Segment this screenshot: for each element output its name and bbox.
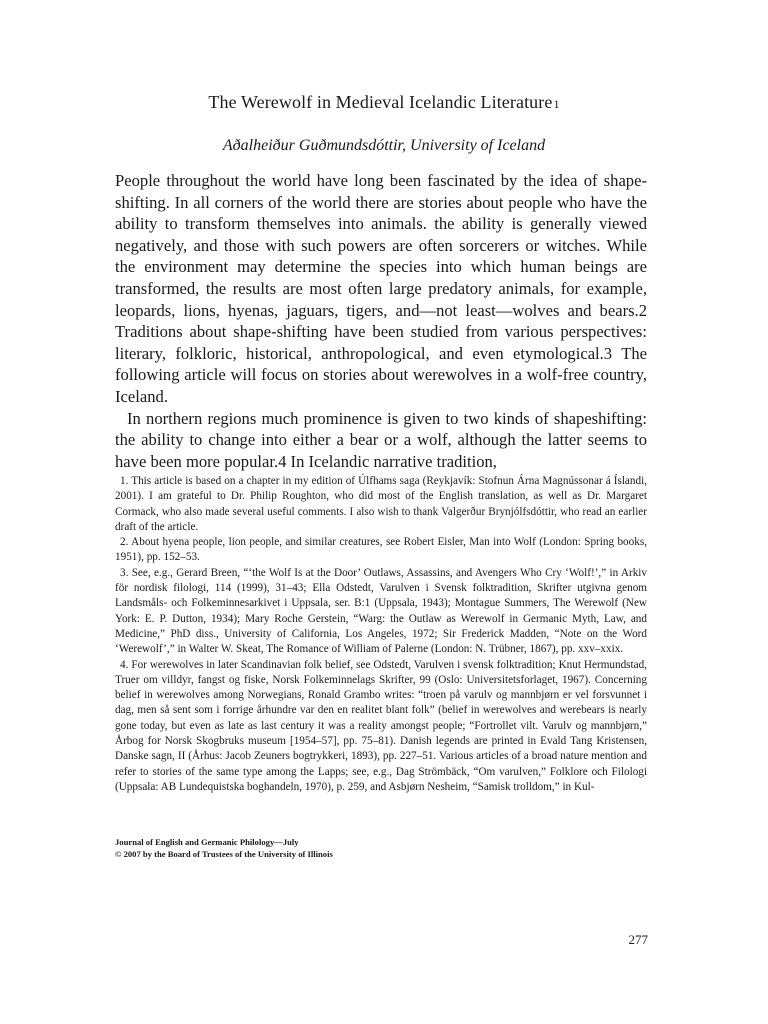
footnote-2: 2. About hyena people, lion people, and similar creatures, see Robert Eisler, Man into Wolf (London: Spring books, 1951), pp. 152–53.: [115, 536, 647, 564]
title-footnote-marker: 1: [553, 97, 560, 111]
author-affiliation: University of Iceland: [410, 137, 546, 154]
body-paragraph-2: In northern regions much prominence is given to two kinds of shapeshifting: the ability to change into either a bear or a wolf, although the latter seems to have been more popular.4 In Icelandic narrative tradition,: [115, 408, 647, 471]
journal-line: Journal of English and Germanic Philology—July: [115, 837, 299, 847]
page-number: 277: [628, 932, 648, 947]
article-title-text: The Werewolf in Medieval Icelandic Literature: [208, 92, 553, 112]
journal-imprint: [115, 836, 515, 860]
body-text: [115, 170, 647, 472]
footnote-1: 1. This article is based on a chapter in my edition of Úlfhams saga (Reykjavík: Stofnun Árna Magnússonar á Íslandi, 2001). I am grateful to Dr. Philip Roughton, who did most of the English translation, as well as Dr. Margaret Cormack, who also made several useful comments. I also wish to thank Valgerður Brynjólfsdóttir, who read an earlier draft of the article.: [115, 475, 647, 533]
byline-separator: ,: [402, 137, 411, 154]
footnote-4: 4. For werewolves in later Scandinavian folk belief, see Odstedt, Varulven i svensk folktradition; Knut Hermundstad, Truer om villdyr, fangst og fiske, Norsk Folkeminnelags Skrifter, 99 (Oslo: Universitetsforlaget, 1967). Concerning belief in werewolves among Norwegians, Ronald Grambo writes: “troen på varulv og mannbjørn er vel forsvunnet i dag, men så sent som i forrige århundre var den en realitet blant folk” (belief in werewolves and werebears is nearly gone today, but even as late as last century it was a reality amongst people; “Fortrollet vilt. Varulv og mannbjørn,” Årbog for Norsk Skogbruks museum [1954–57], pp. 75–81). Danish legends are printed in Evald Tang Kristensen, Danske sagn, II (Århus: Jacob Zeuners bogtrykkeri, 1893), pp. 227–51. Various articles of a broad nature mention and refer to stories of the same type among the Lapps; see, e.g., Dag Strömbäck, “Om varulven,” Folklore och Filologi (Uppsala: AB Lundequistska boghandeln, 1970), p. 259, and Asbjørn Nesheim, “Samisk trolldom,” in Kul-: [115, 658, 647, 793]
copyright-line: © 2007 by the Board of Trustees of the University of Illinois: [115, 849, 333, 859]
author-name: Aðalheiður Guðmundsdóttir: [222, 137, 403, 154]
footnote-3: 3. See, e.g., Gerard Breen, “‘the Wolf Is at the Door’ Outlaws, Assassins, and Avengers Who Cry ‘Wolf!’,” in Arkiv för nordisk filologi, 114 (1999), 31–43; Ella Odstedt, Varulven i Svensk folktradition, Skrifter utgivna genom Landsmåls- och Folkeminnesarkivet i Uppsala, ser. B:1 (Uppsala, 1943); Montague Summers, The Werewolf (New York: E. P. Dutton, 1934); Mary Roche Gerstein, “Warg: the Outlaw as Werewolf in Germanic Myth, Law, and Medicine,” PhD diss., University of California, Los Angeles, 1972; Sir Frederick Madden, “Note on the Word ‘Werewolf’,” in Walter W. Skeat, The Romance of William of Palerne (London: N. Trübner, 1867), pp. xxv–xxix.: [115, 566, 647, 656]
footnotes: [115, 474, 647, 795]
article-byline: [0, 137, 768, 155]
body-paragraph-1: People throughout the world have long been fascinated by the idea of shape-shifting. In all corners of the world there are stories about people who have the ability to transform themselves into animals. the ability is generally viewed negatively, and those with such powers are often sorcerers or witches. While the environment may determine the species into which human beings are transformed, the results are most often large predatory animals, for example, leopards, lions, hyenas, jaguars, tigers, and—not least—wolves and bears.2 Traditions about shape-shifting have been studied from various perspectives: literary, folkloric, historical, anthropological, and even etymological.3 The following article will focus on stories about werewolves in a wolf-free country, Iceland.: [115, 171, 647, 406]
article-title: [0, 92, 768, 113]
